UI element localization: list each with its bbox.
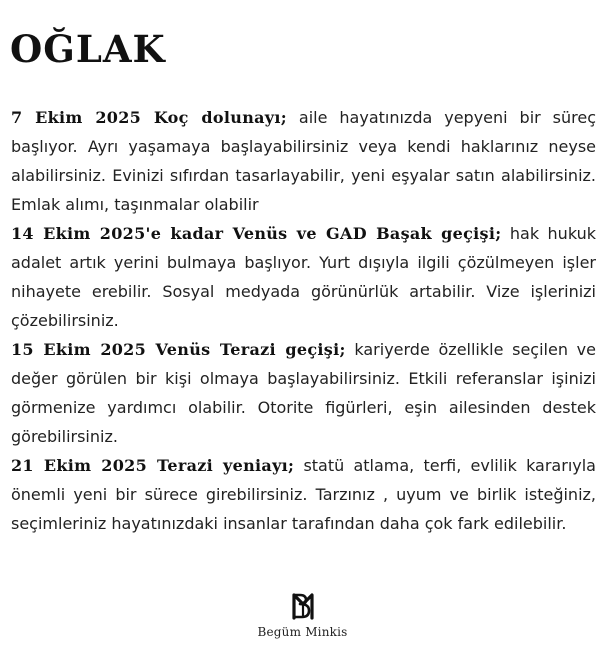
page-title: OĞLAK [10,27,166,71]
entry-venus-gad-basak [11,219,596,335]
entry-text: kariyerde özellikle seçilen ve değer görülen bir kişi olmaya başlayabilirsiniz. Etkili referanslar işinizi görmenize yardımcı olabilir. Otorite figürleri, eşin ailesinden destek görebilirsiniz. [11,340,596,446]
horoscope-content [11,103,596,538]
entry-text: hak hukuk adalet artık yerini bulmaya başlıyor. Yurt dışıyla ilgili çözülmeyen işler nihayete erebilir. Sosyal medyada görünürlük artabilir. Vize işlerinizi çözebilirsiniz. [11,224,597,330]
entry-venus-terazi [11,335,596,451]
entry-text: statü atlama, terfi, evlilik kararıyla önemli yeni bir sürece girebilirsiniz. Tarzınız , uyum ve birlik isteğiniz, seçimleriniz hayatınızdaki insanlar tarafından daha çok fark edilebilir. [11,456,596,533]
entry-koc-dolunayi [11,103,596,219]
entry-heading: 15 Ekim 2025 Venüs Terazi geçişi; [11,340,346,359]
entry-heading: 21 Ekim 2025 Terazi yeniayı; [11,456,295,475]
entry-heading: 7 Ekim 2025 Koç dolunayı; [11,108,287,127]
entry-text: aile hayatınızda yepyeni bir süreç başlıyor. Ayrı yaşamaya başlayabilirsiniz veya kendi haklarınız neyse alabilirsiniz. Evinizi sıfırdan tasarlayabilir, yeni eşyalar satın alabilirsiniz. Emlak alımı, taşınmalar olabilir [11,108,596,214]
brand-logo [0,590,605,639]
entry-heading: 14 Ekim 2025'e kadar Venüs ve GAD Başak geçişi; [11,224,502,243]
author-name: Begüm Minkis [257,625,348,639]
bm-monogram-icon [288,590,318,620]
entry-terazi-yeniayi [11,451,596,538]
